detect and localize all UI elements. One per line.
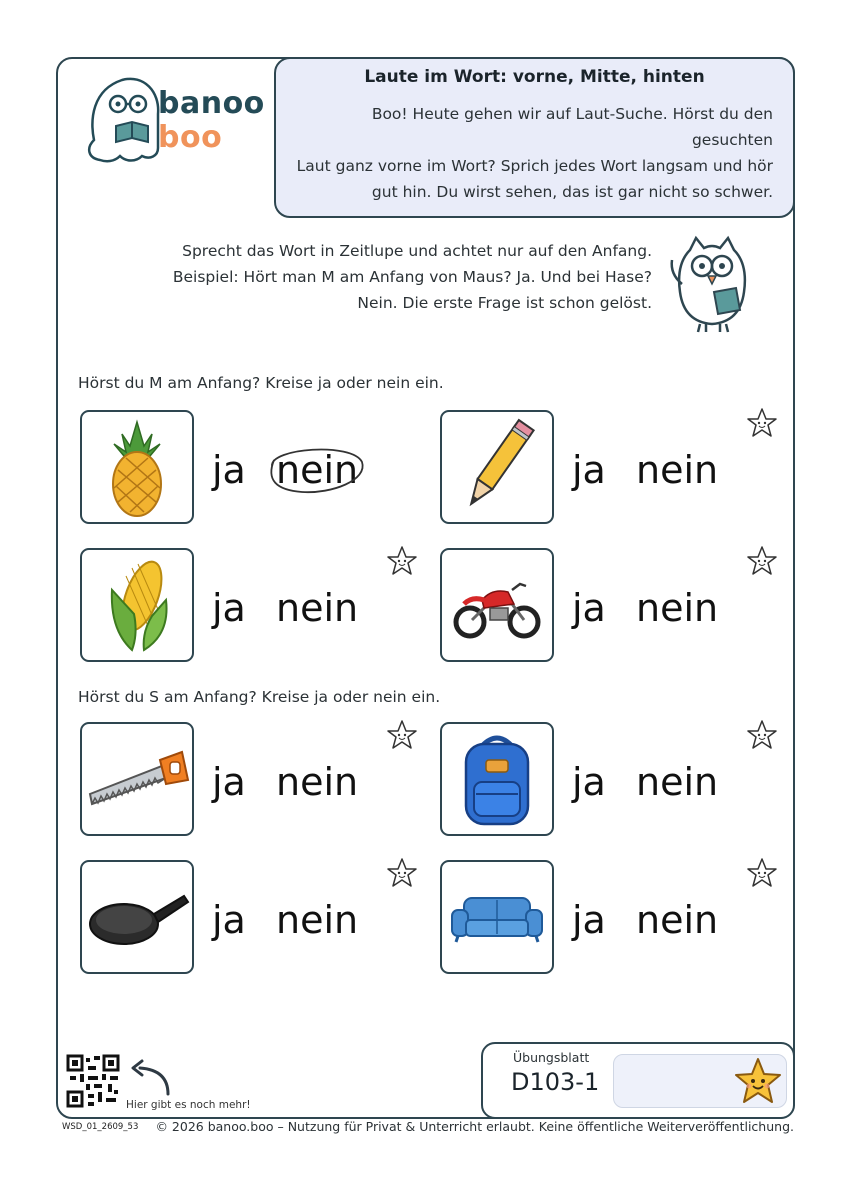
instruction-line: Beispiel: Hört man M am Anfang von Maus? Ja. Und bei Hase? xyxy=(172,268,652,286)
answer-no[interactable]: nein xyxy=(636,448,719,492)
sheet-id-box xyxy=(481,1042,795,1119)
worksheet-code: WSD_01_2609_53 xyxy=(62,1122,139,1132)
sheet-label: Übungsblatt xyxy=(513,1050,590,1065)
picture-card xyxy=(80,860,194,974)
star-icon xyxy=(745,856,779,890)
corn-image xyxy=(82,550,192,660)
reward-star-icon xyxy=(733,1056,783,1106)
answer-yes[interactable]: ja xyxy=(212,898,246,942)
answer-yes[interactable]: ja xyxy=(572,898,606,942)
answer-no[interactable]: nein xyxy=(636,898,719,942)
picture-card xyxy=(80,410,194,524)
answer-no[interactable]: nein xyxy=(636,760,719,804)
instruction-line: Nein. Die erste Frage ist schon gelöst. xyxy=(357,294,652,312)
star-icon xyxy=(745,406,779,440)
answer-no[interactable]: nein xyxy=(276,760,359,804)
answer-yes[interactable]: ja xyxy=(572,448,606,492)
copyright-notice: © 2026 banoo.boo – Nutzung für Privat & Unterricht erlaubt. Keine öffentliche Weiterveröffentlichung. xyxy=(155,1119,794,1134)
header-line: gut hin. Du wirst sehen, das ist gar nicht so schwer. xyxy=(371,183,773,201)
answer-circle-mark xyxy=(262,440,370,498)
pencil-image xyxy=(442,412,552,522)
star-icon xyxy=(385,856,419,890)
section-label-m: Hörst du M am Anfang? Kreise ja oder nein ein. xyxy=(78,374,444,392)
motorcycle-image xyxy=(442,550,552,660)
answer-no[interactable]: nein xyxy=(276,898,359,942)
instruction-line: Sprecht das Wort in Zeitlupe und achtet nur auf den Anfang. xyxy=(182,242,652,260)
picture-card xyxy=(440,722,554,836)
logo-word-boo: boo xyxy=(158,120,223,155)
answer-yes[interactable]: ja xyxy=(572,586,606,630)
sofa-image xyxy=(442,862,552,972)
qr-code-icon[interactable] xyxy=(66,1054,120,1108)
saw-image xyxy=(82,724,192,834)
star-icon xyxy=(745,544,779,578)
answer-yes[interactable]: ja xyxy=(212,760,246,804)
instruction-text xyxy=(132,238,652,316)
pineapple-image xyxy=(82,412,192,522)
picture-card xyxy=(440,410,554,524)
answer-no[interactable]: nein xyxy=(276,586,359,630)
worksheet-title: Laute im Wort: vorne, Mitte, hinten xyxy=(364,67,705,87)
picture-card xyxy=(440,548,554,662)
picture-card xyxy=(440,860,554,974)
logo-word-banoo: banoo xyxy=(158,86,265,121)
frying-pan-image xyxy=(82,862,192,972)
backpack-image xyxy=(442,724,552,834)
answer-yes[interactable]: ja xyxy=(212,586,246,630)
star-icon xyxy=(745,718,779,752)
qr-note: Hier gibt es noch mehr! xyxy=(126,1099,251,1111)
picture-card xyxy=(80,722,194,836)
header-line: Laut ganz vorne im Wort? Sprich jedes Wort langsam und hör xyxy=(296,157,773,175)
owl-icon xyxy=(662,230,762,334)
picture-card xyxy=(80,548,194,662)
answer-no[interactable]: nein xyxy=(636,586,719,630)
star-icon xyxy=(385,718,419,752)
star-icon xyxy=(385,544,419,578)
answer-yes[interactable]: ja xyxy=(572,760,606,804)
sheet-code: D103-1 xyxy=(511,1068,600,1096)
answer-no[interactable]: nein xyxy=(276,448,359,492)
answer-yes[interactable]: ja xyxy=(212,448,246,492)
header-intro xyxy=(293,101,773,205)
header-box xyxy=(274,57,795,218)
section-label-s: Hörst du S am Anfang? Kreise ja oder nein ein. xyxy=(78,688,441,706)
header-line: Boo! Heute gehen wir auf Laut-Suche. Hörst du den gesuchten xyxy=(371,105,773,149)
curved-arrow-icon xyxy=(128,1058,174,1098)
